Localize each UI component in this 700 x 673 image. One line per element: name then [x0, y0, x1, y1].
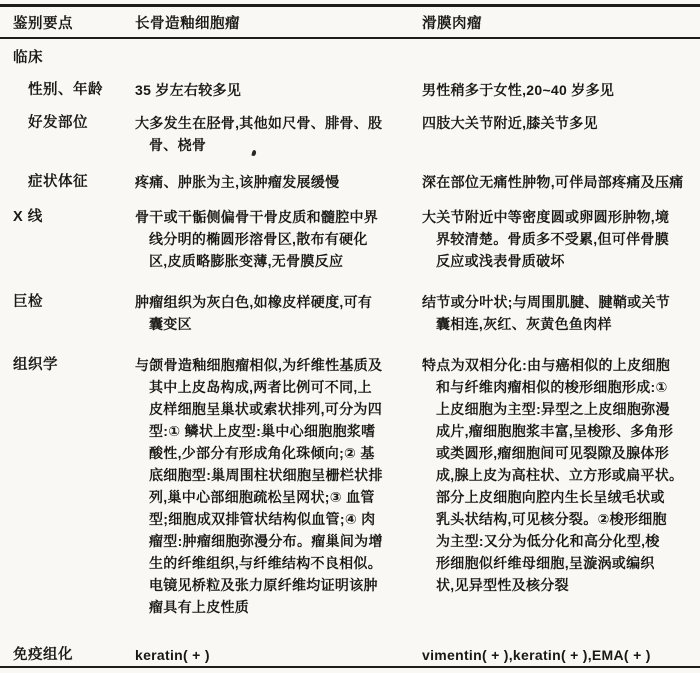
text-line: 底细胞型:巢周围柱状细胞呈栅栏状排 — [149, 467, 383, 483]
text-line: 大多发生在胫骨,其他如尺骨、腓骨、股 — [135, 115, 383, 131]
text-line: 为主型:又分为低分化和高分化型,梭 — [436, 533, 660, 549]
cell-adamantinoma — [135, 291, 422, 335]
table-row — [0, 291, 700, 335]
row-label: 免疫组化 — [13, 647, 73, 663]
cell-synovial-sarcoma — [422, 112, 700, 134]
text-line: 生的纤维组织,与纤维结构不良相似。 — [149, 555, 382, 571]
cell-synovial-sarcoma — [422, 171, 700, 193]
cell-adamantinoma — [135, 354, 422, 618]
text-line: 线分明的椭圆形溶骨区,散布有硬化 — [149, 231, 368, 247]
text-line: 状,见异型性及核分裂 — [436, 577, 569, 593]
text-line: 区,皮质略膨胀变薄,无骨膜反应 — [149, 253, 344, 269]
table-row — [0, 354, 700, 618]
text-line: 大关节附近中等密度圆或卵圆形肿物,境 — [422, 209, 670, 225]
table-bottom-rule — [0, 666, 700, 668]
table-header — [0, 7, 700, 37]
row-label: 好发部位 — [28, 115, 88, 131]
table-row — [0, 171, 700, 193]
text-line: 或类圆形,瘤细胞间可见裂隙及腺体形 — [436, 445, 669, 461]
text-line: 反应或浅表骨质破坏 — [436, 253, 565, 269]
row-label: 性别、年龄 — [28, 82, 103, 98]
cell-adamantinoma — [135, 112, 422, 156]
text-line: 部分上皮细胞向腔内生长呈绒毛状或 — [436, 489, 665, 505]
cell-synovial-sarcoma — [422, 206, 700, 272]
text-line: 上皮细胞为主型:异型之上皮细胞弥漫 — [436, 401, 670, 417]
text-line: 疼痛、肿胀为主,该肿瘤发展缓慢 — [135, 174, 340, 190]
text-line: 与颌骨造釉细胞瘤相似,为纤维性基质及 — [135, 357, 383, 373]
text-line: 四肢大关节附近,膝关节多见 — [422, 115, 598, 131]
text-line: 界较清楚。骨质多不受累,但可伴骨膜 — [436, 231, 669, 247]
text-line: 列,巢中心部细胞疏松呈网状;③ 血管 — [149, 489, 375, 505]
table-row — [0, 47, 700, 69]
text-line: 囊相连,灰红、灰黄色鱼肉样 — [436, 316, 612, 332]
text-line: 骨干或干骺侧偏骨干骨皮质和髓腔中界 — [135, 209, 379, 225]
text-line: 35 岁左右较多见 — [135, 82, 242, 98]
text-line: 成,腺上皮为高柱状、立方形或扁平状。 — [436, 467, 684, 483]
row-label: 症状体征 — [28, 174, 88, 190]
text-line: 形细胞似纤维母细胞,呈漩涡或编织 — [436, 555, 655, 571]
table-body — [0, 47, 700, 666]
text-line: vimentin( + ),keratin( + ),EMA( + ) — [422, 647, 651, 663]
header-separator-rule — [0, 37, 700, 39]
header-col-key: 鉴别要点 — [13, 15, 73, 32]
text-line: 男性稍多于女性,20~40 岁多见 — [422, 82, 615, 98]
text-line: 其中上皮岛构成,两者比例可不同,上 — [149, 379, 372, 395]
cell-adamantinoma — [135, 206, 422, 272]
text-line: 深在部位无痛性肿物,可伴局部疼痛及压痛 — [422, 174, 684, 190]
text-line: 结节或分叶状;与周围肌腱、腱鞘或关节 — [422, 294, 671, 310]
text-line: 和与纤维肉瘤相似的梭形细胞形成:① — [436, 379, 668, 395]
table-row — [0, 112, 700, 156]
row-label: X 线 — [13, 209, 43, 225]
cell-synovial-sarcoma — [422, 644, 700, 666]
table-row — [0, 644, 700, 666]
cell-synovial-sarcoma — [422, 291, 700, 335]
cell-synovial-sarcoma — [422, 354, 700, 596]
text-line: 成片,瘤细胞胞浆丰富,呈梭形、多角形 — [436, 423, 674, 439]
table-row — [0, 206, 700, 272]
row-label: 临床 — [13, 50, 43, 66]
header-col-adamantinoma: 长骨造釉细胞瘤 — [135, 15, 240, 32]
text-line: 皮样细胞呈巢状或索状排列,可分为四 — [149, 401, 382, 417]
header-col-synovial-sarcoma: 滑膜肉瘤 — [422, 15, 482, 32]
table-row — [0, 79, 700, 101]
cell-adamantinoma — [135, 171, 422, 193]
row-label: 组织学 — [13, 357, 58, 373]
cell-adamantinoma — [135, 644, 422, 666]
text-line: 乳头状结构,可见核分裂。②梭形细胞 — [436, 511, 667, 527]
text-line: keratin( + ) — [135, 647, 210, 663]
text-line: 囊变区 — [149, 316, 192, 332]
text-line: 型;细胞成双排管状结构似血管;④ 肉 — [149, 511, 376, 527]
text-line: 电镜见桥粒及张力原纤维均证明该肿 — [149, 577, 378, 593]
cell-adamantinoma — [135, 79, 422, 101]
text-line: 型:① 鳞状上皮型:巢中心细胞胞浆嗜 — [149, 423, 376, 439]
text-line: 特点为双相分化:由与癌相似的上皮细胞 — [422, 357, 671, 373]
text-line: 酸性,少部分有形成角化珠倾向;② 基 — [149, 445, 375, 461]
text-line: 骨、桡骨 — [149, 137, 207, 153]
row-label: 巨检 — [13, 294, 43, 310]
text-line: 瘤具有上皮性质 — [149, 599, 250, 615]
cell-synovial-sarcoma — [422, 79, 700, 101]
text-line: 瘤型:肿瘤细胞弥漫分布。瘤巢间为增 — [149, 533, 383, 549]
text-line: 肿瘤组织为灰白色,如橡皮样硬度,可有 — [135, 294, 373, 310]
